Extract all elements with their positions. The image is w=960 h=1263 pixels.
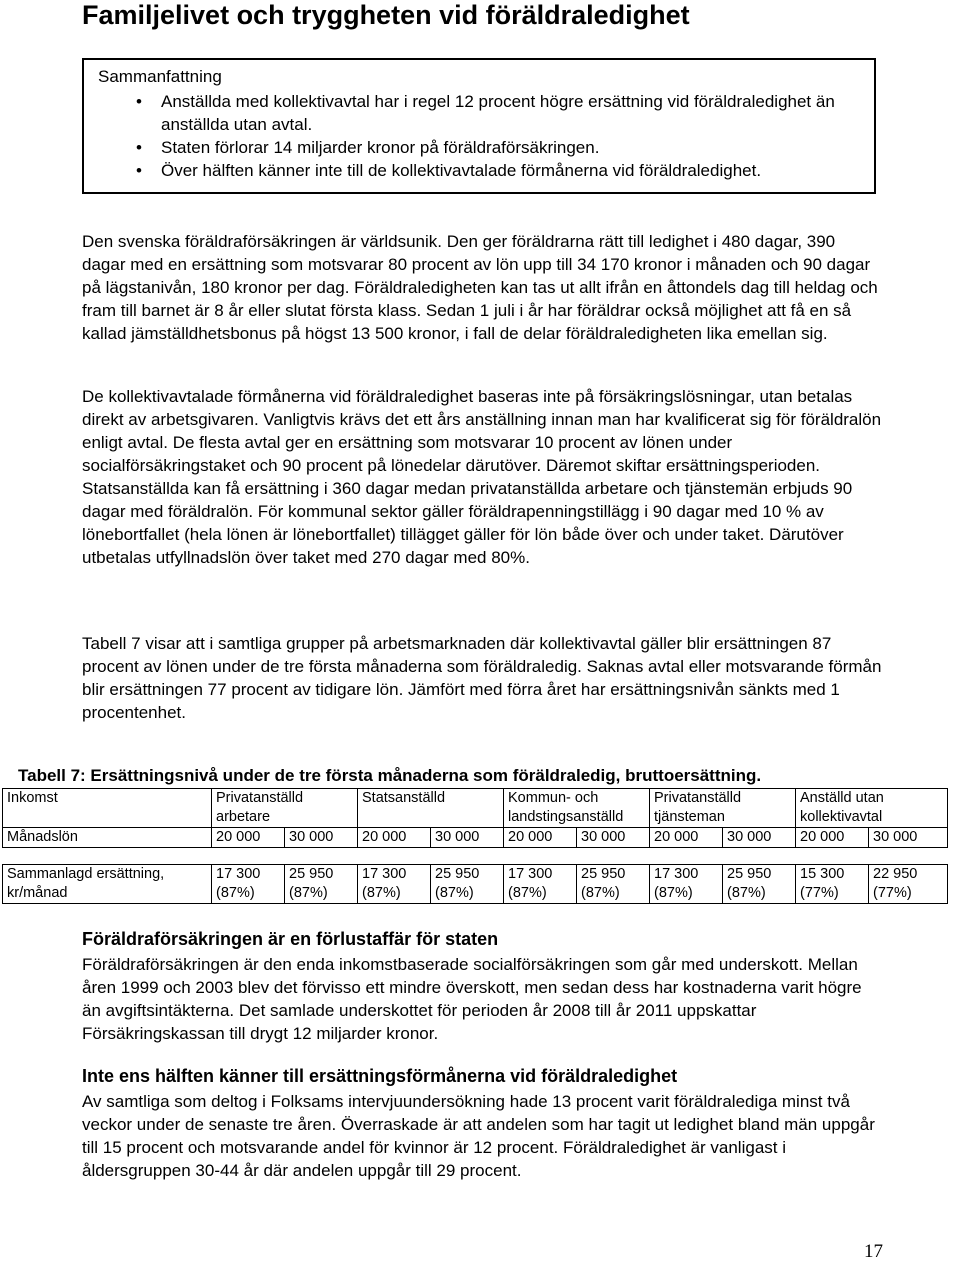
table-group-header: Kommun- och landstingsanställd xyxy=(504,789,650,828)
table-group-header: Privatanställd tjänsteman xyxy=(650,789,796,828)
table-cell: 20 000 xyxy=(358,828,431,848)
table-cell: 17 300 (87%) xyxy=(504,865,577,904)
summary-item-text: Anställda med kollektivavtal har i regel 12 procent högre ersättning vid föräldraledighet än anställda utan avtal. xyxy=(161,92,835,134)
bullet-icon: • xyxy=(136,138,142,157)
table-group-header: Anställd utan kollektivavtal xyxy=(796,789,948,828)
paragraph-table-intro: Tabell 7 visar att i samtliga grupper på arbetsmarknaden där kollektivavtal gäller blir ersättningen 87 procent av lönen under de tre första månaderna som föräldraledig. Saknas avtal eller motsvarande förmån blir ersättningen 77 procent av tidigare lön. Jämfört med förra året har ersättningsnivån sänkts med 1 procentenhet. xyxy=(82,634,882,722)
table-cell: 25 950 (87%) xyxy=(577,865,650,904)
summary-item-text: Staten förlorar 14 miljarder kronor på föräldraförsäkringen. xyxy=(161,138,600,157)
table-row-label: Inkomst xyxy=(3,789,212,828)
summary-item xyxy=(84,90,861,136)
table-group-header: Statsanställd xyxy=(358,789,504,828)
table-cell: 30 000 xyxy=(285,828,358,848)
table-row-compensation xyxy=(3,865,948,904)
table-cell: 25 950 (87%) xyxy=(431,865,504,904)
table-cell: 17 300 (87%) xyxy=(212,865,285,904)
summary-item xyxy=(84,159,861,182)
table-cell: 30 000 xyxy=(431,828,504,848)
table-cell: 17 300 (87%) xyxy=(650,865,723,904)
table-cell: 20 000 xyxy=(650,828,723,848)
table-cell: 15 300 (77%) xyxy=(796,865,869,904)
paragraph-parental-insurance: Den svenska föräldraförsäkringen är världsunik. Den ger föräldrarna rätt till ledighet i 480 dagar, 390 dagar med en ersättning som motsvarar 80 procent av lön upp till 34 170 kronor i månaden och 90 dagar på lägstanivån, 180 kronor per dag. Föräldraledigheten kan tas ut allt ifrån en åttondels dag till heldag och fram till barnet är 8 år eller slutat första klass. Sedan 1 juli i år har föräldrar också möjlighet att få en så kallad jämställdhetsbonus på högst 13 500 kronor, i fall de delar föräldraledigheten lika emellan sig. xyxy=(82,232,878,343)
page-number: 17 xyxy=(864,1241,883,1262)
table-spacer-row xyxy=(3,848,948,865)
table-cell: 20 000 xyxy=(796,828,869,848)
summary-heading: Sammanfattning xyxy=(98,67,222,86)
summary-item xyxy=(84,136,861,159)
summary-box xyxy=(82,58,876,194)
section-heading-awareness: Inte ens hälften känner till ersättningsförmånerna vid föräldraledighet xyxy=(82,1066,678,1086)
table-row-groups xyxy=(3,789,948,828)
table-row-label: Sammanlagd ersättning, kr/månad xyxy=(3,865,212,904)
summary-item-text: Över hälften känner inte till de kollektivavtalade förmånerna vid föräldraledighet. xyxy=(161,161,762,180)
paragraph-collective-agreements: De kollektivavtalade förmånerna vid föräldraledighet baseras inte på försäkringslösningar, utan betalas direkt av arbetsgivaren. Vanligtvis krävs det ett års anställning innan man har kvalificerat sig för föräldralön enligt avtal. De flesta avtal ger en ersättning som motsvarar 10 procent av lönen under socialförsäkringstaket och 90 procent på lönedelar därutöver. Däremot skiftar ersättningsperioden. Statsanställda kan få ersättning i 360 dagar medan privatanställda arbetare och tjänstemän erbjuds 90 dagar med föräldralön. För kommunal sektor gäller föräldrapenningstillägg i 90 dagar med 10 % av lönebortfallet (hela lönen är lönebortfallet) tillägget gäller för lön både över och under taket. Därutöver utbetalas utfyllnadslön över taket med 270 dagar med 80%. xyxy=(82,387,882,567)
table-row-salary xyxy=(3,828,948,848)
table-cell: 22 950 (77%) xyxy=(869,865,948,904)
table-row-label: Månadslön xyxy=(3,828,212,848)
table-cell: 17 300 (87%) xyxy=(358,865,431,904)
bullet-icon: • xyxy=(136,92,142,111)
bullet-icon: • xyxy=(136,161,142,180)
table-cell: 25 950 (87%) xyxy=(285,865,358,904)
page-title: Familjelivet och tryggheten vid föräldraledighet xyxy=(82,0,690,30)
table-cell: 20 000 xyxy=(504,828,577,848)
summary-list xyxy=(84,90,861,182)
table-cell: 30 000 xyxy=(723,828,796,848)
table-cell: 25 950 (87%) xyxy=(723,865,796,904)
section-heading-loss: Föräldraförsäkringen är en förlustaffär för staten xyxy=(82,929,499,949)
table-group-header: Privatanställd arbetare xyxy=(212,789,358,828)
table-cell: 30 000 xyxy=(869,828,948,848)
paragraph-awareness: Av samtliga som deltog i Folksams intervjuundersökning hade 13 procent varit föräldralediga minst två veckor under de senaste tre åren. Överraskade är att andelen som har tagit ut ledighet bland män uppgår till 15 procent och motsvarande andel för kvinnor är 12 procent. Föräldraledighet är vanligast i åldersgruppen 30-44 år där andelen uppgår till 29 procent. xyxy=(82,1092,875,1180)
table-cell: 20 000 xyxy=(212,828,285,848)
compensation-table xyxy=(2,788,948,904)
table-cell: 30 000 xyxy=(577,828,650,848)
table-caption: Tabell 7: Ersättningsnivå under de tre första månaderna som föräldraledig, bruttoersättning. xyxy=(18,766,762,785)
paragraph-loss: Föräldraförsäkringen är den enda inkomstbaserade socialförsäkringen som går med underskott. Mellan åren 1999 och 2003 blev det förvisso ett mindre överskott, men sedan dess har kostnaderna varit högre än avgiftsintäkterna. Det samlade underskottet för perioden år 2008 till år 2011 uppskattar Försäkringskassan till drygt 12 miljarder kronor. xyxy=(82,955,862,1043)
